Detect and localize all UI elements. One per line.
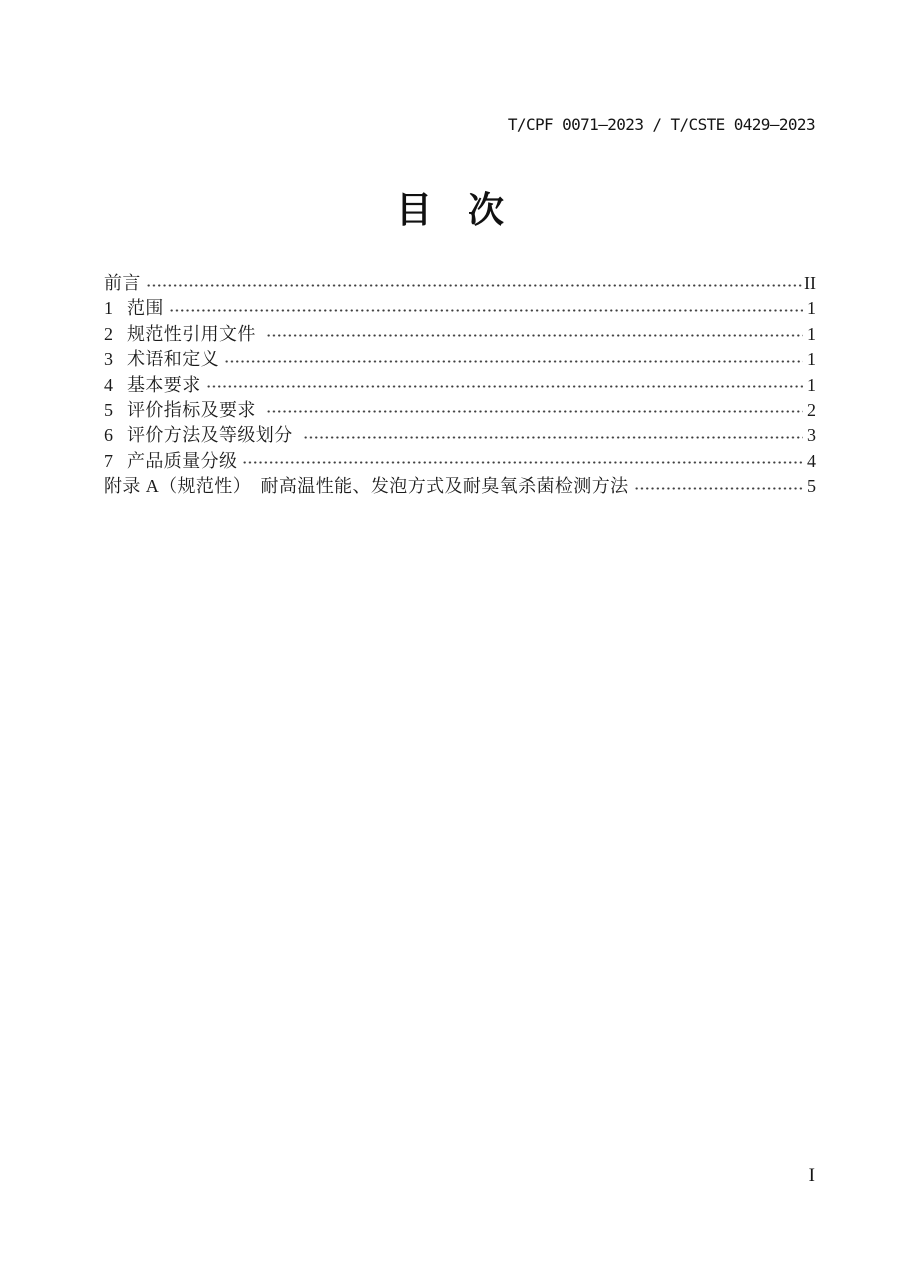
toc-entry-label: 范围 (127, 298, 164, 319)
toc-entry[interactable] (104, 322, 816, 347)
toc-entry-page: II (804, 273, 816, 293)
toc-entry-number: 7 (104, 450, 113, 471)
toc-entry[interactable] (104, 296, 816, 321)
toc-entry-page: 1 (807, 349, 816, 370)
toc-entry-page: 1 (807, 298, 816, 319)
standard-code-header: T/CPF 0071—2023 / T/CSTE 0429—2023 (507, 115, 815, 134)
toc-entry-number: 5 (104, 399, 113, 420)
page-title: 目 次 (395, 190, 504, 230)
toc-entry-label: 术语和定义 (127, 349, 219, 370)
toc-dot-leader (303, 423, 804, 448)
toc-entry[interactable] (104, 474, 816, 499)
toc-entry-page: 3 (807, 425, 816, 446)
toc-dot-leader (169, 296, 803, 321)
toc-entry[interactable] (104, 423, 816, 448)
toc-entry-label: 规范性引用文件 (127, 323, 261, 344)
toc-entry-label: 评价指标及要求 (127, 399, 261, 420)
toc-entry-number: 6 (104, 425, 113, 446)
toc-entry-page: 1 (807, 374, 816, 395)
footer-page-number: I (808, 1165, 815, 1186)
toc-entry[interactable] (104, 398, 816, 423)
toc-entry-number: 3 (104, 349, 113, 370)
toc-entry-number: 4 (104, 374, 113, 395)
toc-entry[interactable] (104, 449, 816, 474)
toc-entry-page: 1 (807, 323, 816, 344)
toc-entry-label: 产品质量分级 (127, 450, 238, 471)
toc-entry-page: 5 (807, 476, 816, 497)
toc-entry-label: 附录 A（规范性） 耐高温性能、发泡方式及耐臭氧杀菌检测方法 (104, 476, 629, 497)
toc-entry[interactable] (104, 373, 816, 398)
toc-entry-label: 评价方法及等级划分 (127, 425, 298, 446)
toc-dot-leader (242, 449, 803, 474)
toc-dot-leader (266, 398, 803, 423)
toc-entry-page: 2 (807, 399, 816, 420)
toc-entry-label: 基本要求 (127, 374, 201, 395)
toc-entry-label: 前言 (104, 273, 141, 293)
toc-dot-leader (266, 322, 803, 347)
toc-entry-page: 4 (807, 450, 816, 471)
toc-dot-leader (224, 347, 803, 372)
toc-entry-number: 2 (104, 323, 113, 344)
toc-dot-leader (634, 474, 804, 499)
toc-entry-number: 1 (104, 298, 113, 319)
table-of-contents (104, 271, 816, 500)
toc-entry[interactable] (104, 271, 816, 296)
toc-dot-leader (146, 271, 803, 296)
toc-dot-leader (206, 373, 803, 398)
toc-entry[interactable] (104, 347, 816, 372)
